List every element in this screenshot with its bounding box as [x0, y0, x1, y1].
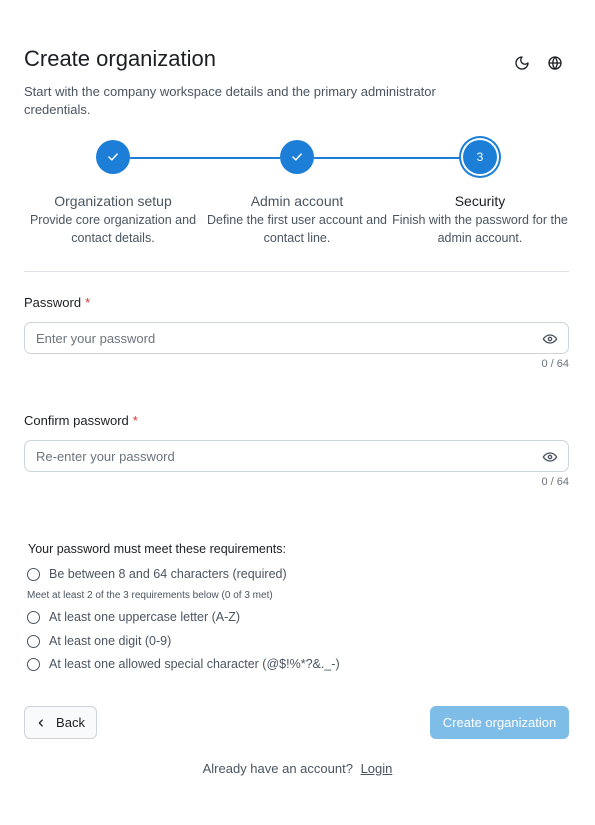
page-subtitle: Start with the company workspace details and the primary administrator credentials. [24, 84, 436, 117]
check-icon [106, 150, 120, 164]
requirement-digit [27, 634, 171, 648]
step-2-text [205, 192, 389, 247]
requirement-text: Be between 8 and 64 characters (required) [49, 567, 287, 581]
step-2-completed[interactable] [280, 140, 314, 174]
step-description: Provide core organization and contact details. [29, 213, 197, 245]
login-link[interactable]: Login [360, 761, 393, 776]
confirm-password-label [24, 413, 138, 428]
step-title: Security [454, 193, 506, 209]
back-button[interactable] [24, 706, 97, 739]
footer [0, 761, 595, 776]
requirement-text: At least one digit (0-9) [49, 634, 172, 648]
eye-icon[interactable] [542, 449, 558, 465]
unmet-indicator-icon [27, 611, 40, 624]
footer-text: Already have an account? [202, 761, 353, 776]
requirement-text: At least one allowed special character (@$!%*?&._-) [49, 657, 340, 671]
step-number: 3 [476, 150, 484, 164]
divider [24, 271, 569, 272]
chevron-left-icon [36, 718, 46, 728]
check-icon [290, 150, 304, 164]
back-button-label: Back [56, 715, 85, 730]
step-description: Finish with the password for the admin account. [392, 213, 568, 245]
unmet-indicator-icon [27, 658, 40, 671]
confirm-password-label-text: Confirm password [24, 413, 129, 428]
confirm-password-input[interactable] [36, 441, 536, 471]
step-1-text [21, 192, 205, 247]
password-input[interactable] [36, 323, 536, 353]
requirement-special [27, 657, 340, 671]
password-label-text: Password [24, 295, 82, 310]
step-3-active[interactable] [463, 140, 497, 174]
password-char-counter: 0 / 64 [541, 358, 569, 370]
eye-icon[interactable] [542, 331, 558, 347]
step-title: Organization setup [54, 193, 172, 209]
step-1-completed[interactable] [96, 140, 130, 174]
required-mark: * [85, 295, 91, 310]
unmet-indicator-icon [27, 635, 40, 648]
stepper [0, 140, 595, 250]
password-field [24, 322, 569, 354]
requirement-uppercase [27, 610, 240, 624]
password-label [24, 295, 90, 310]
required-mark: * [132, 413, 138, 428]
confirm-password-char-counter: 0 / 64 [541, 476, 569, 488]
requirements-title: Your password must meet these requirements: [28, 542, 286, 556]
unmet-indicator-icon [27, 568, 40, 581]
create-organization-button[interactable]: Create organization [430, 706, 569, 739]
moon-icon [514, 55, 530, 71]
globe-icon [547, 55, 563, 71]
step-connector [130, 157, 280, 159]
requirement-text: At least one uppercase letter (A-Z) [49, 610, 241, 624]
step-title: Admin account [250, 193, 344, 209]
step-description: Define the first user account and contact line. [207, 213, 387, 245]
step-connector [314, 157, 464, 159]
requirement-length [27, 567, 287, 581]
requirements-note: Meet at least 2 of the 3 requirements below (0 of 3 met) [27, 590, 273, 601]
step-3-text [388, 192, 572, 247]
theme-toggle-button[interactable] [512, 53, 532, 73]
page-title: Create organization [24, 46, 217, 71]
language-button[interactable] [545, 53, 565, 73]
confirm-password-field [24, 440, 569, 472]
